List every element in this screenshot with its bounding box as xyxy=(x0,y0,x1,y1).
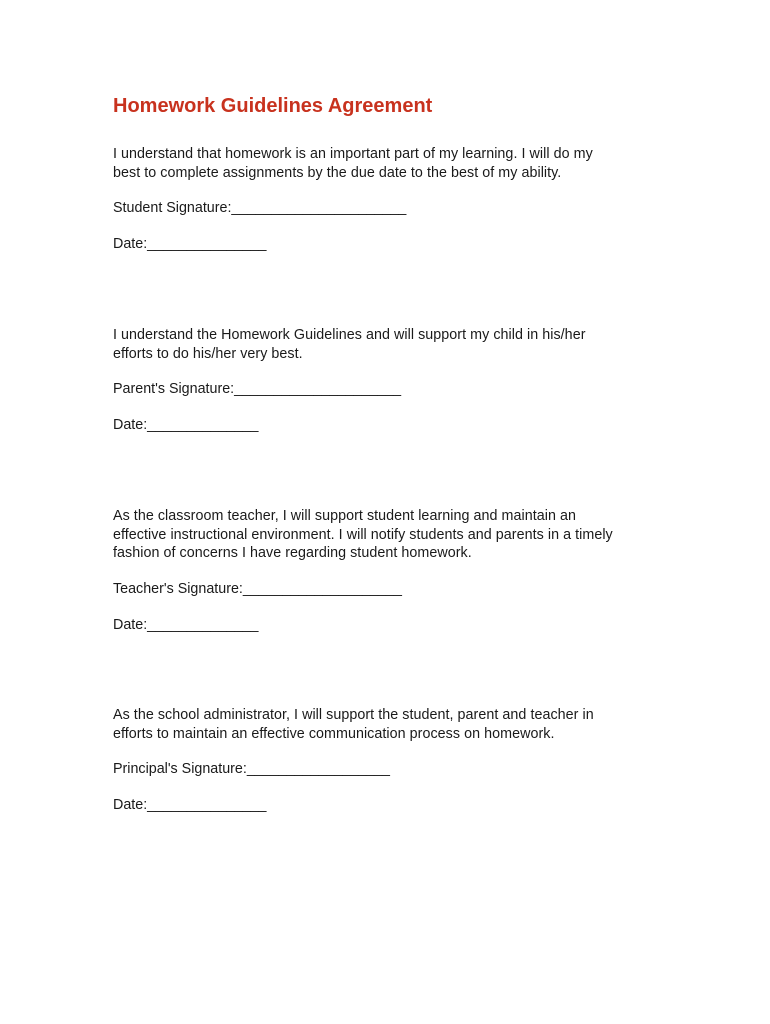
principal-statement xyxy=(113,706,673,743)
teacher-agreement-section xyxy=(113,507,673,634)
principal-date-line: Date:_______________ xyxy=(113,797,267,813)
teacher-date-line: Date:______________ xyxy=(113,616,259,633)
principal-agreement-section xyxy=(113,706,673,814)
student-statement xyxy=(113,145,673,182)
student-agreement-section xyxy=(113,145,673,253)
teacher-statement xyxy=(113,507,673,563)
statement-line: As the classroom teacher, I will support student learning and maintain an xyxy=(113,508,576,524)
statement-line: best to complete assignments by the due date to the best of my ability. xyxy=(113,164,562,181)
statement-line: As the school administrator, I will support the student, parent and teacher in xyxy=(113,707,594,723)
statement-line: I understand the Homework Guidelines and will support my child in his/her xyxy=(113,327,586,343)
statement-line: efforts to do his/her very best. xyxy=(113,345,303,362)
statement-line: efforts to maintain an effective communication process on homework. xyxy=(113,725,555,742)
parent-date-line: Date:______________ xyxy=(113,417,259,433)
statement-line: effective instructional environment. I will notify students and parents in a timely xyxy=(113,526,613,543)
student-date-line: Date:_______________ xyxy=(113,236,267,252)
teacher-signature-line: Teacher's Signature:____________________ xyxy=(113,580,402,597)
statement-line: fashion of concerns I have regarding student homework. xyxy=(113,545,472,561)
parent-signature-line: Parent's Signature:_____________________ xyxy=(113,381,402,397)
parent-agreement-section xyxy=(113,326,673,434)
parent-statement xyxy=(113,326,673,363)
statement-line: I understand that homework is an important part of my learning. I will do my xyxy=(113,146,593,162)
principal-signature-line: Principal's Signature:__________________ xyxy=(113,761,390,777)
page-title: Homework Guidelines Agreement xyxy=(113,95,433,117)
student-signature-line: Student Signature:______________________ xyxy=(113,200,407,216)
